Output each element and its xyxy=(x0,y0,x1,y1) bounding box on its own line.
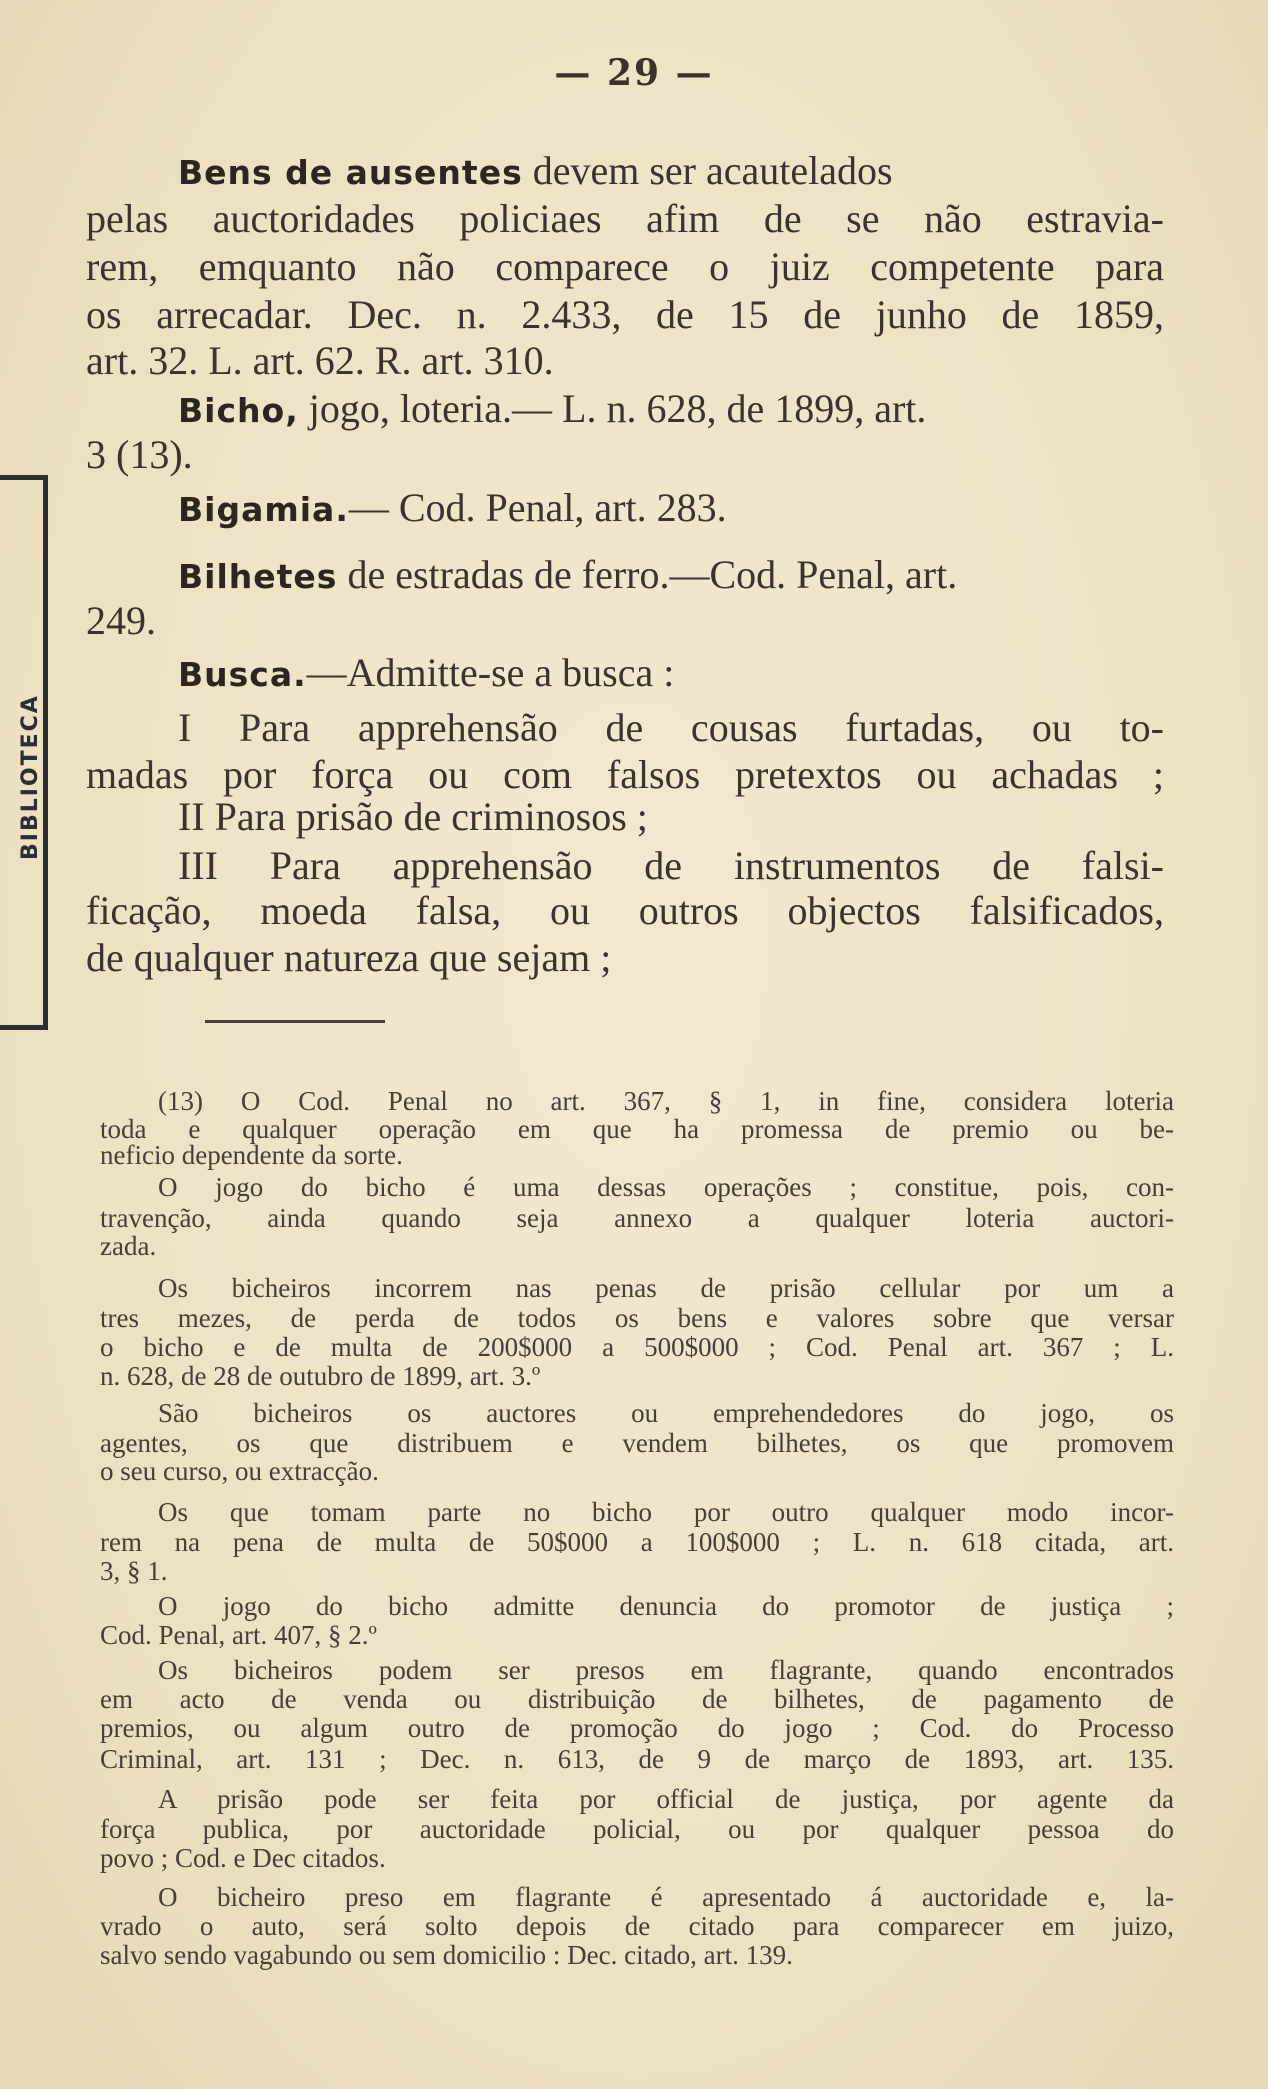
entry-bicho-line-1 xyxy=(86,386,1164,431)
footnote-line: n. 628, de 28 de outubro de 1899, art. 3.º xyxy=(100,1361,541,1391)
footnote-line: O jogo do bicho admitte denuncia do promotor de justiça ; xyxy=(158,1591,1174,1621)
footnote-rule xyxy=(205,1020,385,1023)
entry-bens-line: rem, emquanto não comparece o juiz competente para xyxy=(86,244,1164,289)
entry-term: Bens de ausentes xyxy=(178,153,523,192)
footnote-line: Criminal, art. 131 ; Dec. n. 613, de 9 de março de 1893, art. 135. xyxy=(100,1744,1174,1774)
footnote-line: travenção, ainda quando seja annexo a qualquer loteria auctori- xyxy=(100,1203,1174,1233)
entry-busca-line: de qualquer natureza que sejam ; xyxy=(86,935,612,980)
entry-bilhetes-line: 249. xyxy=(86,598,156,643)
entry-term: Busca. xyxy=(178,655,307,694)
footnote-line: toda e qualquer operação em que ha promessa de premio ou be- xyxy=(100,1114,1174,1144)
entry-busca-line-1 xyxy=(86,650,1164,695)
entry-busca-line: madas por força ou com falsos pretextos ou achadas ; xyxy=(86,752,1164,797)
footnote-line: São bicheiros os auctores ou emprehendedores do jogo, os xyxy=(158,1398,1174,1428)
footnote-line: Os que tomam parte no bicho por outro qualquer modo incor- xyxy=(158,1497,1174,1527)
footnote-line: O jogo do bicho é uma dessas operações ; constitue, pois, con- xyxy=(158,1172,1174,1202)
footnote-line: (13) O Cod. Penal no art. 367, § 1, in fine, considera loteria xyxy=(158,1086,1174,1116)
entry-bens-line: art. 32. L. art. 62. R. art. 310. xyxy=(86,338,554,383)
entry-term: Bilhetes xyxy=(178,557,338,596)
entry-busca-line: II Para prisão de criminosos ; xyxy=(178,794,648,839)
footnote-line: salvo sendo vagabundo ou sem domicilio : Dec. citado, art. 139. xyxy=(100,1940,793,1970)
entry-text: devem ser acautelados xyxy=(532,148,893,193)
entry-bens-line-1 xyxy=(86,148,1164,193)
footnote-line: Os bicheiros incorrem nas penas de prisão cellular por um a xyxy=(158,1273,1174,1303)
footnote-line: O bicheiro preso em flagrante é apresentado á auctoridade e, la- xyxy=(158,1882,1174,1912)
footnote-line: agentes, os que distribuem e vendem bilhetes, os que promovem xyxy=(100,1428,1174,1458)
footnote-line: Os bicheiros podem ser presos em flagrante, quando encontrados xyxy=(158,1655,1174,1685)
footnote-line: vrado o auto, será solto depois de citado para comparecer em juizo, xyxy=(100,1911,1174,1941)
entry-term: Bicho, xyxy=(178,391,299,430)
entry-bicho-line: 3 (13). xyxy=(86,432,193,477)
entry-text: de estradas de ferro.—Cod. Penal, art. xyxy=(347,552,958,597)
footnote-line: zada. xyxy=(100,1231,157,1261)
footnote-line: em acto de venda ou distribuição de bilhetes, de pagamento de xyxy=(100,1684,1174,1714)
footnote-line: A prisão pode ser feita por official de justiça, por agente da xyxy=(158,1784,1174,1814)
footnote-line: o bicho e de multa de 200$000 a 500$000 ; Cod. Penal art. 367 ; L. xyxy=(100,1332,1174,1362)
footnote-line: rem na pena de multa de 50$000 a 100$000 ; L. n. 618 citada, art. xyxy=(100,1527,1174,1557)
entry-bigamia-line-1 xyxy=(86,485,1164,530)
entry-busca-line: III Para apprehensão de instrumentos de falsi- xyxy=(178,843,1164,888)
footnote-line: o seu curso, ou extracção. xyxy=(100,1456,379,1486)
library-stamp-text: BIBLIOTECA xyxy=(18,694,43,860)
entry-bens-line: os arrecadar. Dec. n. 2.433, de 15 de junho de 1859, xyxy=(86,292,1164,337)
footnote-line: neficio dependente da sorte. xyxy=(100,1140,403,1170)
page-number: — 29 — xyxy=(554,52,714,94)
footnote-line: Cod. Penal, art. 407, § 2.º xyxy=(100,1620,377,1650)
entry-term: Bigamia. xyxy=(178,490,349,529)
entry-bilhetes-line-1 xyxy=(86,552,1164,597)
footnote-line: tres mezes, de perda de todos os bens e valores sobre que versar xyxy=(100,1303,1174,1333)
entry-text: — Cod. Penal, art. 283. xyxy=(348,485,727,530)
footnote-line: força publica, por auctoridade policial, ou por qualquer pessoa do xyxy=(100,1814,1174,1844)
entry-text: —Admitte-se a busca : xyxy=(306,650,675,695)
footnote-line: 3, § 1. xyxy=(100,1556,168,1586)
entry-bens-line: pelas auctoridades policiaes afim de se não estravia- xyxy=(86,196,1164,241)
entry-text: jogo, loteria.— L. n. 628, de 1899, art. xyxy=(308,386,927,431)
footnote-line: premios, ou algum outro de promoção do jogo ; Cod. do Processo xyxy=(100,1713,1174,1743)
entry-busca-line: ficação, moeda falsa, ou outros objectos falsificados, xyxy=(86,888,1164,933)
footnote-line: povo ; Cod. e Dec citados. xyxy=(100,1843,386,1873)
entry-busca-line: I Para apprehensão de cousas furtadas, ou to- xyxy=(178,705,1164,750)
